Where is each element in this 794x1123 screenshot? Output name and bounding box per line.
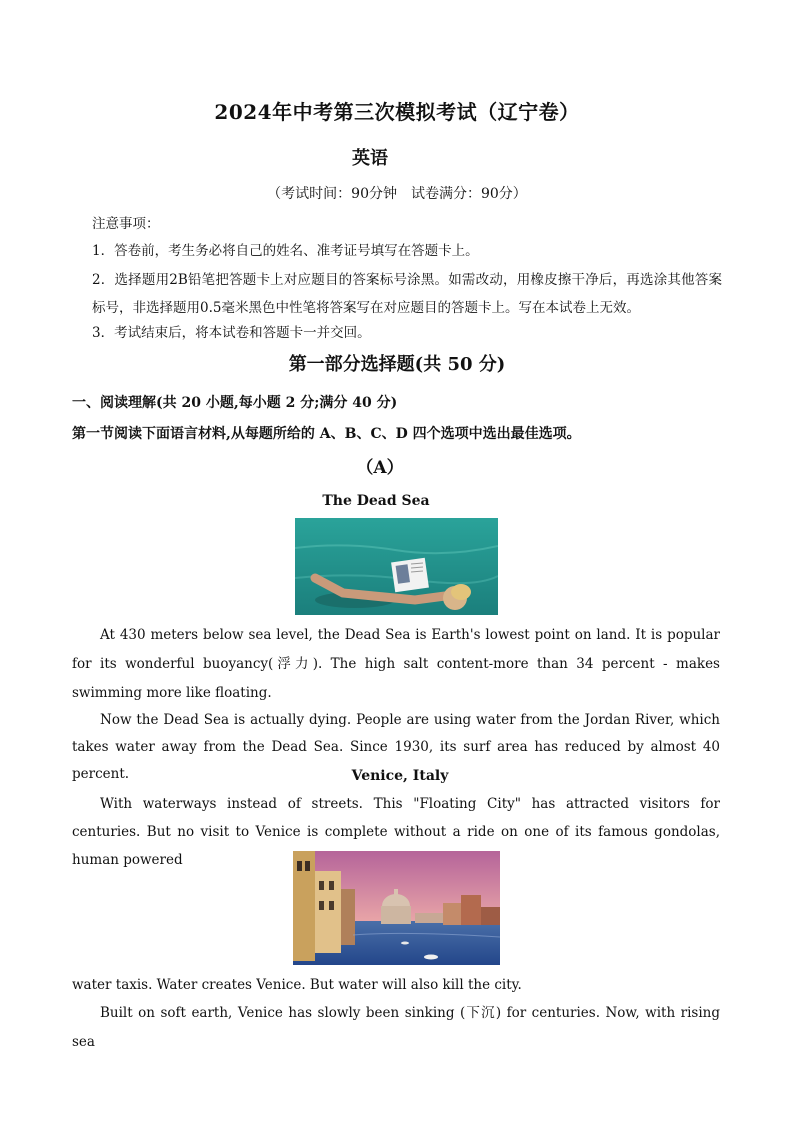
paragraph-dead-sea-2: Now the Dead Sea is actually dying. People are using water from the Jordan River, which takes water away from the Dead Sea. Since 1930, its surf area has reduced by almost 40 percent.	[72, 712, 720, 782]
part-one-title: 第一部分选择题(共 50 分)	[288, 354, 506, 375]
note-item-3: 3．考试结束后，将本试卷和答题卡一并交回。	[92, 325, 371, 341]
venice-photo	[293, 851, 500, 965]
notes-heading: 注意事项：	[92, 216, 160, 232]
heading-venice: Venice, Italy	[351, 768, 449, 784]
exam-time-info: （考试时间：90分钟 试卷满分：90分）	[267, 186, 527, 202]
note-item-1: 1．答卷前，考生务必将自己的姓名、准考证号填写在答题卡上。	[92, 243, 479, 259]
paragraph-dead-sea-1: At 430 meters below sea level, the Dead Sea is Earth's lowest point on land. It is popular for its wonderful buoyancy(浮力). The high salt content-more than 34 percent - makes swimming more like floating.	[72, 627, 720, 701]
note-item-2: 2．选择题用2B铅笔把答题卡上对应题目的答案标号涂黑。如需改动，用橡皮擦干净后，再选涂其他答案标号，非选择题用0.5毫米黑色中性笔将答案写在对应题目的答题卡上。写在本试卷上无效。	[92, 272, 722, 316]
section-heading: 一、阅读理解(共 20 小题,每小题 2 分;满分 40 分)	[72, 395, 398, 411]
paragraph-venice-3: Built on soft earth, Venice has slowly been sinking (下沉) for centuries. Now, with rising sea	[72, 1005, 720, 1050]
subject-title: 英语	[352, 148, 388, 169]
dead-sea-photo	[295, 518, 498, 615]
section-instruction: 第一节阅读下面语言材料,从每题所给的 A、B、C、D 四个选项中选出最佳选项。	[72, 426, 581, 442]
paragraph-venice-1: With waterways instead of streets. This "Floating City" has attracted visitors for centuries. But no visit to Venice is complete without a ride on one of its famous gondolas, human powered	[72, 796, 720, 868]
exam-title: 2024年中考第三次模拟考试（辽宁卷）	[214, 100, 580, 124]
paragraph-venice-2: water taxis. Water creates Venice. But water will also kill the city.	[72, 977, 522, 993]
heading-dead-sea: The Dead Sea	[322, 493, 430, 509]
passage-label: （A）	[356, 458, 404, 478]
